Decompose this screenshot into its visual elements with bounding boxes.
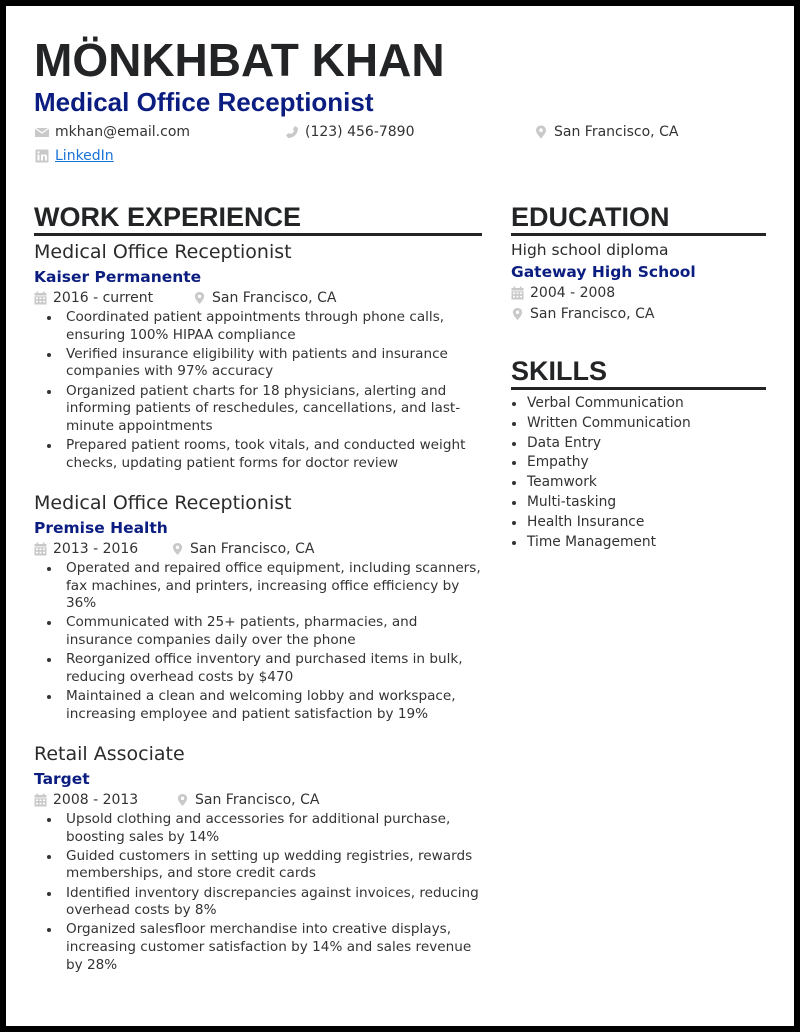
map-pin-icon	[193, 291, 206, 305]
contact-email	[35, 123, 190, 141]
company-name: Kaiser Permanente	[34, 268, 202, 286]
bullet-item: Guided customers in setting up wedding registries, rewards memberships, and store credit cards	[34, 848, 484, 883]
job-dates: 2016 - current	[53, 290, 154, 306]
skill-item: Multi-tasking	[511, 493, 771, 513]
map-pin-icon	[534, 125, 548, 139]
job-meta	[34, 540, 484, 558]
bullet-item: Reorganized office inventory and purchased items in bulk, reducing overhead costs by $470	[34, 651, 484, 686]
contact-location	[534, 123, 678, 141]
job-entry	[34, 491, 484, 725]
bullet-item: Identified inventory discrepancies against invoices, reducing overhead costs by 8%	[34, 885, 484, 920]
bullet-item: Organized patient charts for 18 physicians, alerting and informing patients of reschedules, cancellations, and last-minute appointments	[34, 383, 484, 436]
work-experience-divider	[34, 233, 482, 236]
job-title: Medical Office Receptionist	[34, 492, 292, 514]
phone-icon	[285, 125, 299, 139]
contact-phone	[285, 123, 415, 141]
job-location: San Francisco, CA	[195, 792, 320, 808]
calendar-icon	[34, 793, 47, 807]
education-dates-row	[511, 284, 771, 302]
map-pin-icon	[511, 307, 524, 321]
education-divider	[511, 233, 766, 236]
bullet-item: Operated and repaired office equipment, including scanners, fax machines, and printers, increasing office efficiency by 36%	[34, 560, 484, 613]
phone-text: (123) 456-7890	[305, 124, 415, 140]
company-name: Premise Health	[34, 519, 168, 537]
job-title: Medical Office Receptionist	[34, 241, 292, 263]
location-text: San Francisco, CA	[554, 124, 679, 140]
job-dates: 2013 - 2016	[53, 541, 139, 557]
bullet-item: Coordinated patient appointments through phone calls, ensuring 100% HIPAA compliance	[34, 309, 484, 344]
bullet-item: Verified insurance eligibility with patients and insurance companies with 97% accuracy	[34, 346, 484, 381]
job-location: San Francisco, CA	[190, 541, 315, 557]
skill-item: Teamwork	[511, 473, 771, 493]
job-bullets	[34, 811, 484, 974]
skills-heading: SKILLS	[511, 356, 608, 386]
education-dates: 2004 - 2008	[530, 285, 616, 301]
job-title: Retail Associate	[34, 743, 185, 765]
education-location: San Francisco, CA	[530, 306, 655, 322]
job-dates: 2008 - 2013	[53, 792, 139, 808]
bullet-item: Organized salesfloor merchandise into creative displays, increasing customer satisfaction by 14% and sales revenue by 28%	[34, 921, 484, 974]
degree: High school diploma	[511, 241, 669, 259]
skill-item: Empathy	[511, 453, 771, 473]
bullet-item: Maintained a clean and welcoming lobby and workspace, increasing employee and patient satisfaction by 19%	[34, 688, 484, 723]
job-bullets	[34, 309, 484, 472]
skill-item: Verbal Communication	[511, 394, 771, 414]
school-name: Gateway High School	[511, 263, 696, 281]
job-entry	[34, 240, 484, 474]
skills-list	[511, 394, 771, 552]
education-location-row	[511, 305, 771, 323]
contact-linkedin	[35, 147, 114, 165]
work-experience-heading: WORK EXPERIENCE	[34, 202, 302, 232]
envelope-icon	[35, 125, 49, 139]
education-entry	[511, 240, 771, 323]
skills-divider	[511, 387, 766, 390]
calendar-icon	[34, 291, 47, 305]
skill-item: Health Insurance	[511, 513, 771, 533]
bullet-item: Upsold clothing and accessories for additional purchase, boosting sales by 14%	[34, 811, 484, 846]
company-name: Target	[34, 770, 90, 788]
map-pin-icon	[171, 542, 184, 556]
calendar-icon	[511, 286, 524, 300]
job-entry	[34, 742, 484, 976]
job-bullets	[34, 560, 484, 723]
job-location: San Francisco, CA	[212, 290, 337, 306]
linkedin-link[interactable]: LinkedIn	[55, 148, 114, 164]
candidate-name: MÖNKHBAT KHAN	[34, 34, 445, 86]
map-pin-icon	[176, 793, 189, 807]
skill-item: Written Communication	[511, 414, 771, 434]
linkedin-icon	[35, 149, 49, 163]
candidate-headline: Medical Office Receptionist	[34, 87, 374, 117]
email-text: mkhan@email.com	[55, 124, 191, 140]
skill-item: Time Management	[511, 533, 771, 553]
job-meta	[34, 289, 484, 307]
job-meta	[34, 791, 484, 809]
calendar-icon	[34, 542, 47, 556]
bullet-item: Prepared patient rooms, took vitals, and conducted weight checks, updating patient forms for doctor review	[34, 437, 484, 472]
education-heading: EDUCATION	[511, 202, 670, 232]
resume-page	[6, 6, 794, 1026]
bullet-item: Communicated with 25+ patients, pharmacies, and insurance companies daily over the phone	[34, 614, 484, 649]
skill-item: Data Entry	[511, 434, 771, 454]
